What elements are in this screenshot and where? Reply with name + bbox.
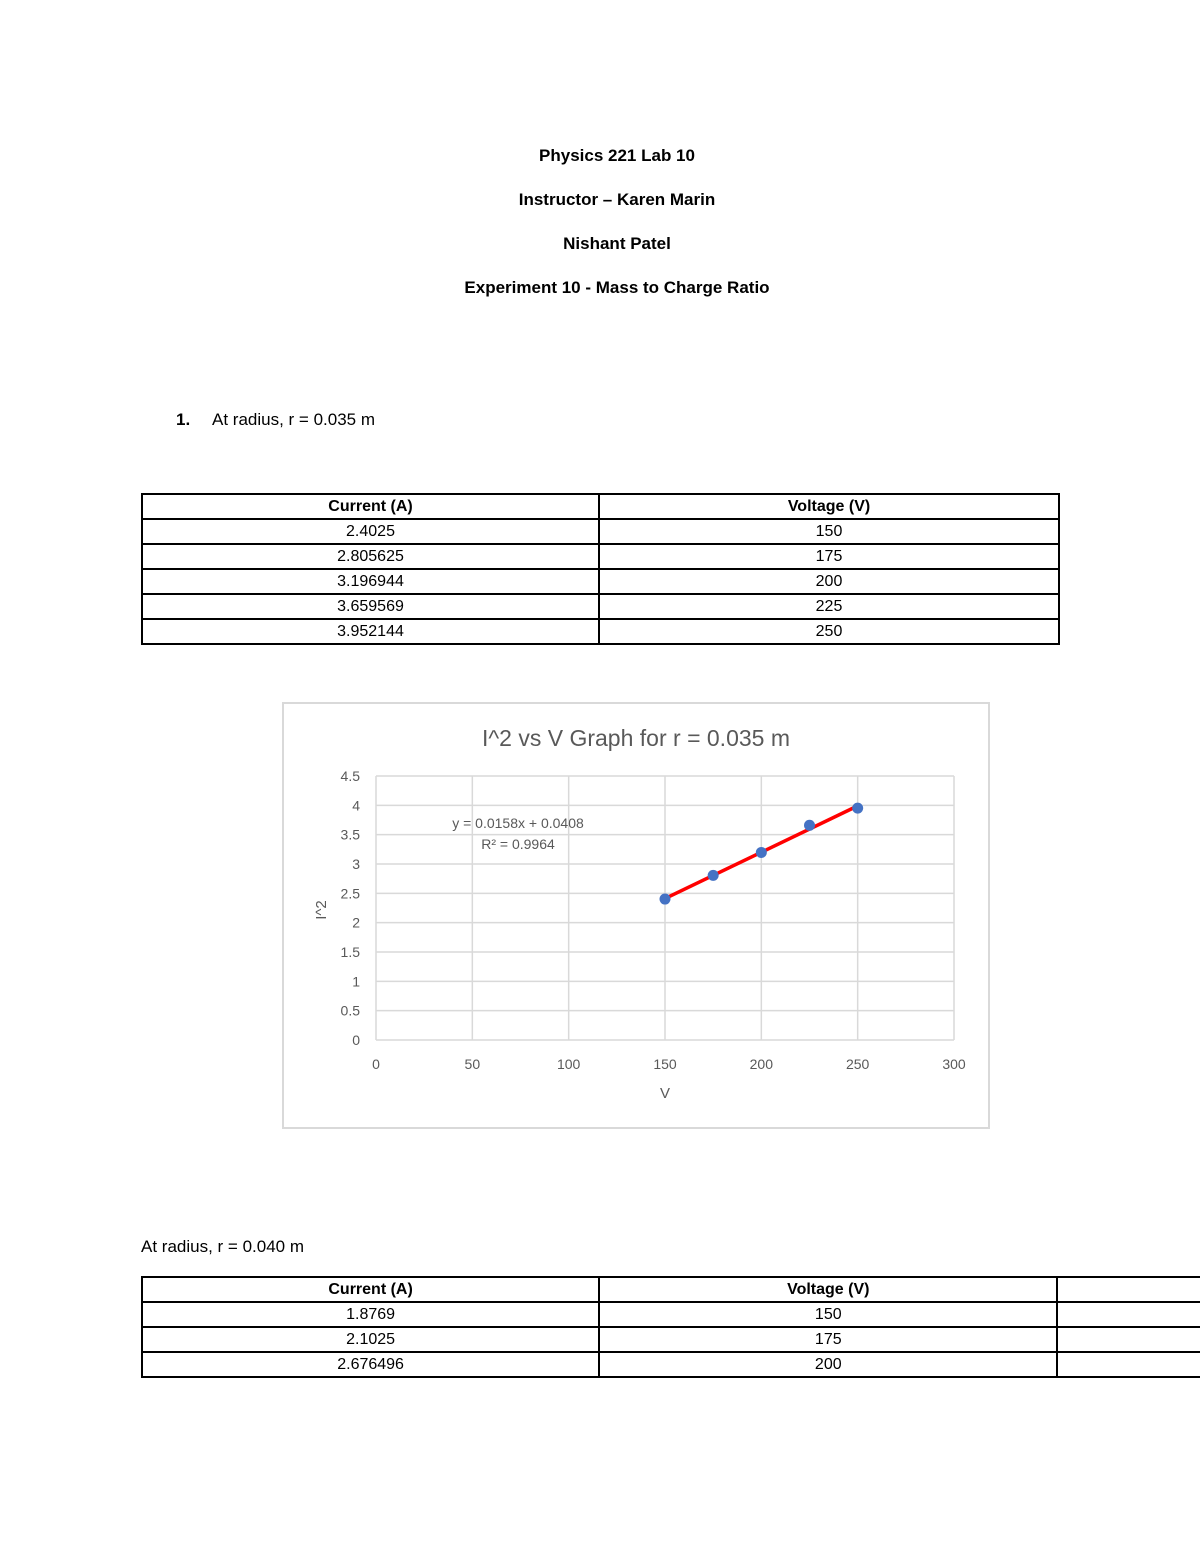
- table-cell-voltage: 200: [599, 1352, 1057, 1377]
- table-cell-current: 2.4025: [142, 519, 599, 544]
- student-name: Nishant Patel: [563, 234, 671, 253]
- y-tick-label: 2.5: [340, 885, 360, 902]
- y-tick-label: 4.5: [340, 768, 360, 784]
- table-cell-voltage: 200: [599, 569, 1059, 594]
- table-header-current: Current (A): [142, 1277, 599, 1302]
- table-row: [142, 619, 1059, 644]
- table-header-current: Current (A): [142, 494, 599, 519]
- table-header-extra: [1057, 1277, 1200, 1302]
- section1-heading-text: At radius, r = 0.035 m: [212, 410, 375, 429]
- table-cell-current: 2.676496: [142, 1352, 599, 1377]
- table-cell-current: 3.196944: [142, 569, 599, 594]
- data-point: [708, 870, 719, 881]
- table-cell-current: 3.659569: [142, 594, 599, 619]
- data-table-r040: [141, 1276, 1200, 1378]
- table-row: [142, 544, 1059, 569]
- instructor-line: Instructor – Karen Marin: [518, 190, 716, 209]
- table-cell-extra: [1057, 1327, 1200, 1352]
- course-title: Physics 221 Lab 10: [539, 146, 695, 165]
- x-tick-label: 300: [942, 1056, 966, 1072]
- chart-title: I^2 vs V Graph for r = 0.035 m: [481, 725, 791, 751]
- x-tick-label: 250: [845, 1056, 870, 1072]
- table-cell-voltage: 250: [599, 619, 1059, 644]
- table-cell-current: 2.1025: [142, 1327, 599, 1352]
- table-row: [142, 569, 1059, 594]
- y-axis-label: I^2: [313, 900, 330, 920]
- trendline-r-squared: R² = 0.9964: [481, 836, 555, 852]
- table-cell-current: 2.805625: [142, 544, 599, 569]
- data-point: [660, 894, 671, 905]
- scatter-chart: [284, 704, 988, 1127]
- table-cell-voltage: 150: [599, 1302, 1057, 1327]
- table-header-row: [142, 1277, 1200, 1302]
- table-header-voltage: Voltage (V): [599, 1277, 1057, 1302]
- trendline-equation: y = 0.0158x + 0.0408: [452, 815, 584, 831]
- table-cell-voltage: 175: [599, 1327, 1057, 1352]
- x-axis-label: V: [659, 1085, 671, 1102]
- x-tick-label: 100: [556, 1056, 581, 1072]
- table-cell-voltage: 150: [599, 519, 1059, 544]
- section2-heading: At radius, r = 0.040 m: [141, 1237, 304, 1256]
- chart-container: [282, 702, 990, 1129]
- data-point: [852, 803, 863, 814]
- table-cell-voltage: 225: [599, 594, 1059, 619]
- section1-number: 1.: [176, 410, 191, 429]
- table-header-row: [142, 494, 1059, 519]
- section1-heading: [176, 410, 375, 430]
- x-tick-label: 150: [653, 1056, 677, 1072]
- table-row: [142, 519, 1059, 544]
- table-cell-voltage: 175: [599, 544, 1059, 569]
- data-table-r035: [141, 493, 1060, 645]
- table-cell-current: 3.952144: [142, 619, 599, 644]
- table-row: [142, 1302, 1200, 1327]
- data-point: [756, 847, 767, 858]
- y-tick-label: 0: [352, 1032, 360, 1048]
- x-tick-label: 200: [749, 1056, 774, 1072]
- y-tick-label: 4: [352, 797, 360, 814]
- y-tick-label: 3.5: [340, 826, 360, 843]
- experiment-title: Experiment 10 - Mass to Charge Ratio: [464, 278, 770, 297]
- y-tick-label: 3: [352, 856, 360, 872]
- table-cell-extra: [1057, 1302, 1200, 1327]
- x-tick-label: 50: [464, 1056, 481, 1072]
- table-cell-current: 1.8769: [142, 1302, 599, 1327]
- table-row: [142, 1352, 1200, 1377]
- table-row: [142, 594, 1059, 619]
- y-tick-label: 1.5: [340, 944, 360, 960]
- table-row: [142, 1327, 1200, 1352]
- table-cell-extra: [1057, 1352, 1200, 1377]
- y-tick-label: 1: [352, 973, 360, 990]
- y-tick-label: 2: [352, 914, 360, 931]
- x-tick-label: 0: [372, 1056, 380, 1072]
- table-header-voltage: Voltage (V): [599, 494, 1059, 519]
- data-point: [804, 820, 815, 831]
- y-tick-label: 0.5: [340, 1002, 360, 1019]
